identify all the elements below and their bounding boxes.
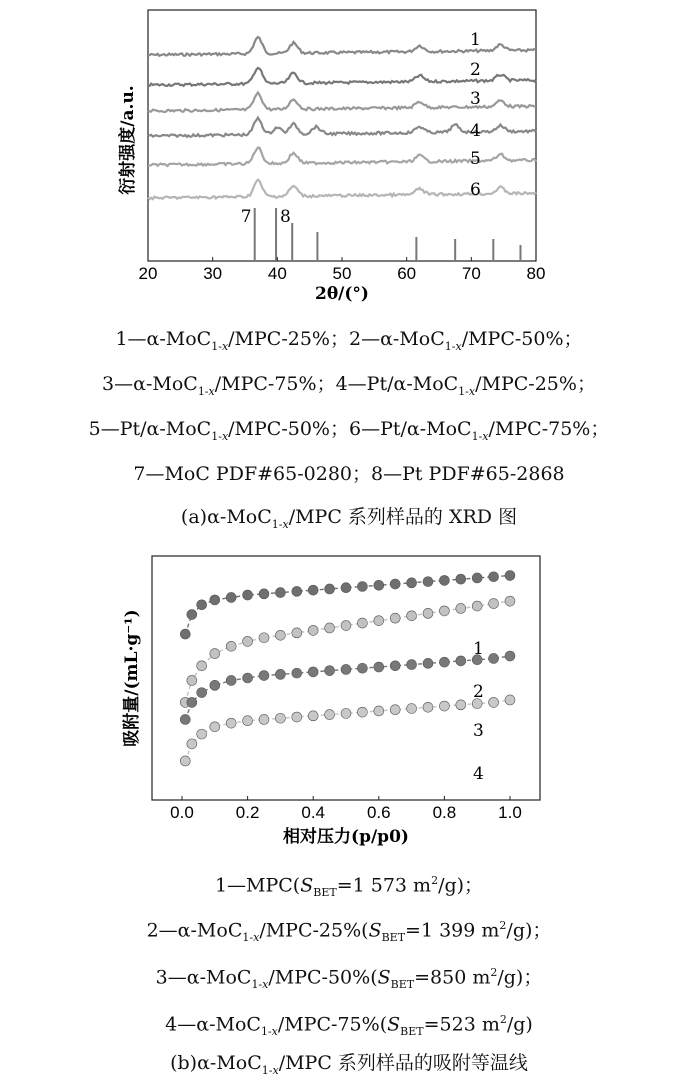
- iso-series-4-point: [341, 708, 351, 718]
- iso-xtick-label-0.8: 0.8: [432, 803, 457, 822]
- iso-series-1-point: [226, 592, 236, 602]
- iso-series-2-point: [325, 623, 335, 633]
- xrd-ref-label-8: 8: [280, 207, 291, 227]
- iso-series-3-point: [390, 661, 400, 671]
- xrd-xtick-label-70: 70: [461, 264, 481, 283]
- iso-series-1-point: [407, 578, 417, 588]
- iso-series-3-point: [292, 668, 302, 678]
- xrd-caption-line1: 1—α-MoC$_{1-x}$/MPC-25%；2—α-MoC$_{1-x}$/MPC-50%；: [115, 328, 583, 353]
- iso-series-3-point: [187, 697, 197, 707]
- iso-series-1-point: [357, 582, 367, 592]
- iso-series-1-point: [341, 583, 351, 593]
- iso-series-1-point: [210, 595, 220, 605]
- iso-series-4-point: [456, 700, 466, 710]
- iso-series-3-point: [374, 662, 384, 672]
- xrd-xtick-label-50: 50: [332, 264, 352, 283]
- iso-series-1-point: [390, 579, 400, 589]
- xrd-series-label-5: 5: [470, 149, 481, 169]
- iso-series-4-point: [423, 702, 433, 712]
- xrd-series-label-2: 2: [470, 60, 481, 80]
- iso-series-3-point: [423, 658, 433, 668]
- iso-series-3-point: [259, 671, 269, 681]
- iso-series-2-point: [407, 611, 417, 621]
- iso-series-3-point: [275, 669, 285, 679]
- xrd-xtick-label-20: 20: [138, 264, 158, 283]
- iso-series-1-point: [472, 573, 482, 583]
- iso-xtick-label-0.0: 0.0: [170, 803, 194, 822]
- iso-xtick-label-1.0: 1.0: [498, 803, 522, 822]
- iso-series-3-point: [308, 667, 318, 677]
- iso-series-3-point: [341, 664, 351, 674]
- iso-series-1-point: [374, 580, 384, 590]
- iso-series-1-point: [187, 610, 197, 620]
- iso-series-3-point: [489, 653, 499, 663]
- xrd-xtick-label-40: 40: [267, 264, 287, 283]
- iso-series-2-point: [472, 601, 482, 611]
- iso-series-4-point: [308, 711, 318, 721]
- xrd-caption-line4: 7—MoC PDF#65-0280；8—Pt PDF#65-2868: [133, 463, 565, 485]
- iso-series-3-point: [456, 656, 466, 666]
- xrd-series-label-3: 3: [470, 89, 481, 109]
- iso-series-4-point: [197, 729, 207, 739]
- iso-series-1-point: [325, 584, 335, 594]
- iso-series-4-point: [357, 707, 367, 717]
- iso-series-2-point: [374, 616, 384, 626]
- iso-series-2-point: [243, 636, 253, 646]
- iso-series-1-point: [456, 574, 466, 584]
- iso-series-2-point: [357, 618, 367, 628]
- iso-figure-title: (b)α-MoC$_{1-x}$/MPC 系列样品的吸附等温线: [170, 1052, 528, 1077]
- iso-xtick-label-0.4: 0.4: [301, 803, 326, 822]
- iso-series-label-4: 4: [473, 764, 484, 784]
- iso-series-1-point: [259, 589, 269, 599]
- iso-series-2-point: [275, 630, 285, 640]
- iso-series-4-point: [180, 756, 190, 766]
- iso-series-4-point: [407, 704, 417, 714]
- iso-series-label-1: 1: [473, 639, 484, 659]
- iso-series-4-point: [325, 710, 335, 720]
- iso-series-1-point: [489, 572, 499, 582]
- iso-series-2-point: [439, 606, 449, 616]
- iso-xtick-label-0.6: 0.6: [366, 803, 391, 822]
- iso-series-4-point: [505, 695, 515, 705]
- iso-series-2-point: [197, 661, 207, 671]
- iso-series-3-point: [325, 666, 335, 676]
- iso-series-1-point: [505, 571, 515, 581]
- iso-caption-line1: $1—MPC(S_{BET}=1$ 573 $m^2/g$)；: [214, 874, 484, 900]
- iso-series-3-point: [197, 688, 207, 698]
- iso-series-4-point: [243, 716, 253, 726]
- iso-series-2-point: [341, 621, 351, 631]
- xrd-caption-line3: 5—Pt/α-MoC$_{1-x}$/MPC-50%；6—Pt/α-MoC$_{1-x}$/MPC-75%；: [88, 418, 610, 443]
- iso-caption-line4: $4—\alpha-MoC_{1-x}/MPC-75\%(S_{BET}=523$ $m^2/g$): [165, 1013, 533, 1039]
- iso-series-1-point: [275, 588, 285, 598]
- iso-series-3-point: [357, 663, 367, 673]
- xrd-series-label-1: 1: [470, 30, 481, 50]
- iso-series-label-3: 3: [473, 721, 484, 741]
- iso-series-2-point: [292, 628, 302, 638]
- iso-series-3-point: [210, 680, 220, 690]
- iso-series-2-point: [489, 599, 499, 609]
- iso-series-3-point: [180, 714, 190, 724]
- iso-series-4-point: [292, 712, 302, 722]
- iso-series-4-point: [275, 713, 285, 723]
- iso-series-3-point: [407, 660, 417, 670]
- iso-series-3-point: [439, 657, 449, 667]
- iso-series-2-point: [226, 641, 236, 651]
- iso-series-2-point: [259, 633, 269, 643]
- iso-series-1-point: [308, 585, 318, 595]
- xrd-xtick-label-80: 80: [526, 264, 546, 283]
- iso-series-3-point: [243, 673, 253, 683]
- xrd-xtick-label-60: 60: [397, 264, 417, 283]
- iso-series-3-point: [226, 675, 236, 685]
- iso-series-2-point: [456, 603, 466, 613]
- iso-x-axis-label: 相对压力(p/p0): [283, 827, 409, 847]
- iso-series-1-point: [180, 629, 190, 639]
- iso-series-1-point: [243, 590, 253, 600]
- xrd-xtick-label-30: 30: [203, 264, 223, 283]
- iso-series-2-point: [390, 613, 400, 623]
- iso-series-1-point: [197, 600, 207, 610]
- iso-series-2-point: [308, 625, 318, 635]
- iso-caption-line2: $2—\alpha-MoC_{1-x}/MPC-25\%(S_{BET}=1$ 399 $m^2/g$)；: [146, 919, 552, 945]
- iso-series-1-point: [423, 577, 433, 587]
- iso-series-2-point: [187, 675, 197, 685]
- iso-series-label-2: 2: [473, 682, 484, 702]
- iso-series-4-point: [259, 714, 269, 724]
- iso-series-4-point: [439, 701, 449, 711]
- xrd-ref-label-7: 7: [240, 207, 252, 227]
- iso-caption-line3: $3—\alpha-MoC_{1-x}/MPC-50\%(S_{BET}=850$ $m^2/g$)；: [155, 966, 543, 992]
- xrd-y-axis-label: 衍射强度/a.u.: [118, 85, 138, 195]
- xrd-series-label-4: 4: [470, 121, 481, 141]
- iso-series-1-point: [439, 575, 449, 585]
- iso-series-4-point: [390, 705, 400, 715]
- iso-series-4-point: [489, 697, 499, 707]
- iso-series-4-point: [374, 706, 384, 716]
- iso-series-1-point: [292, 586, 302, 596]
- iso-series-4-point: [187, 739, 197, 749]
- iso-series-2-line: [185, 601, 510, 702]
- iso-series-2-point: [423, 608, 433, 618]
- iso-series-4-point: [210, 722, 220, 732]
- xrd-figure-title: (a)α-MoC$_{1-x}$/MPC 系列样品的 XRD 图: [180, 506, 518, 531]
- iso-series-2-point: [210, 649, 220, 659]
- iso-y-axis-label: 吸附量/(mL·g⁻¹): [122, 609, 142, 747]
- iso-xtick-label-0.2: 0.2: [235, 803, 260, 822]
- iso-series-4-point: [226, 718, 236, 728]
- xrd-x-axis-label: 2θ/(°): [315, 284, 369, 304]
- iso-series-3-point: [505, 651, 515, 661]
- xrd-caption-line2: 3—α-MoC$_{1-x}$/MPC-75%；4—Pt/α-MoC$_{1-x}$/MPC-25%；: [102, 373, 596, 398]
- xrd-series-label-6: 6: [470, 180, 481, 200]
- iso-series-2-point: [505, 596, 515, 606]
